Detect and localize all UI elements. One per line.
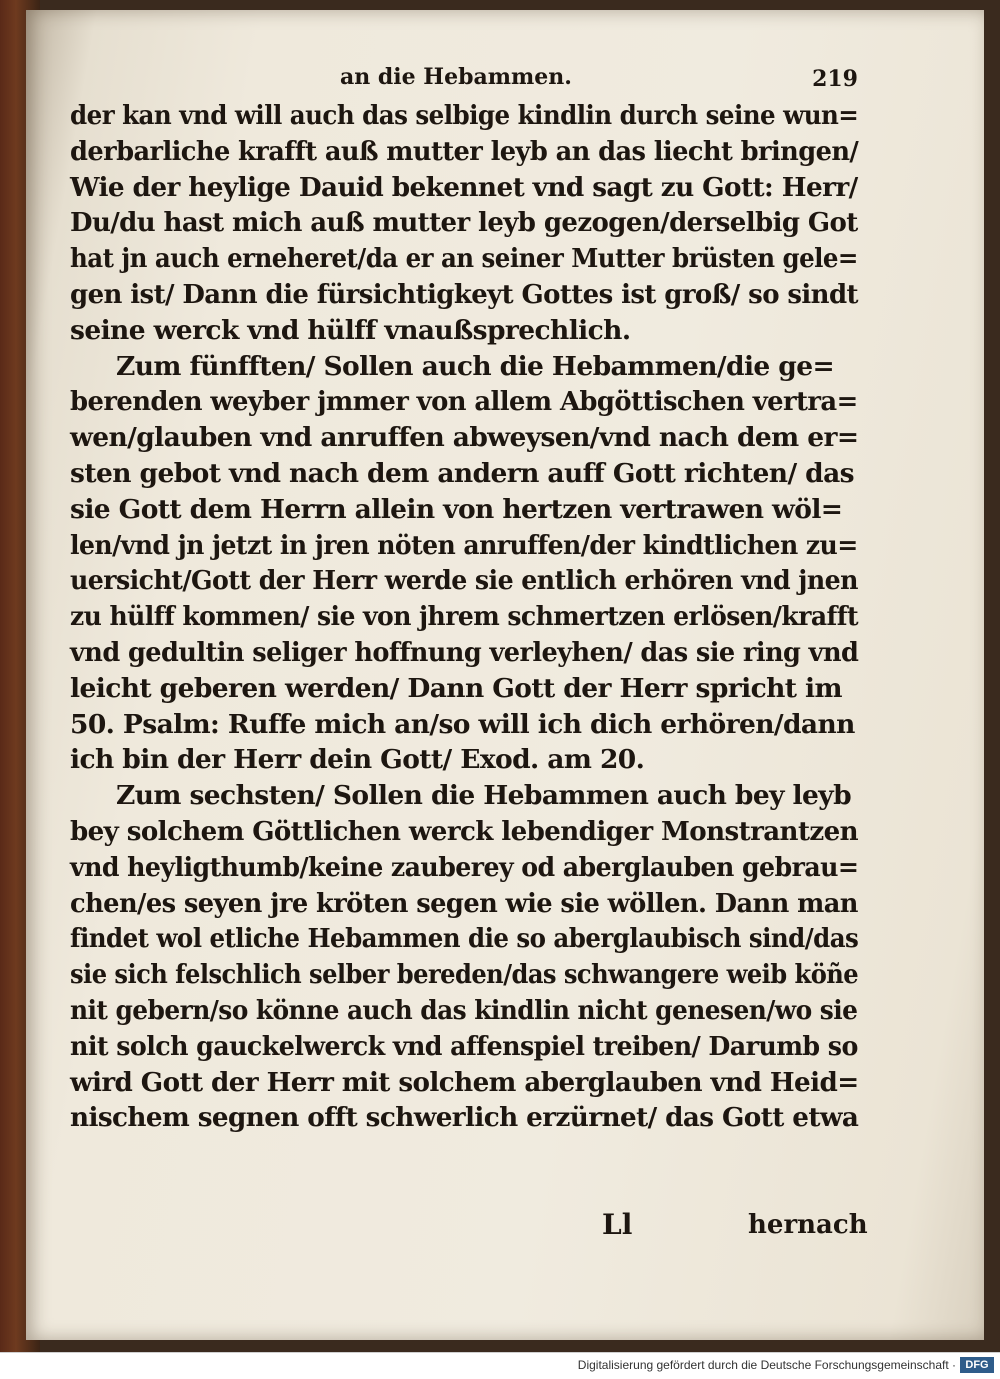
text-line: vnd gedultin seliger hoffnung verleyhen/ das sie ring vnd xyxy=(70,636,859,668)
text-line: leicht geberen werden/ Dann Gott der Herr spricht im xyxy=(70,672,842,704)
dfg-logo: DFG xyxy=(960,1357,994,1373)
text-line: sie sich felschlich selber bereden/das schwangere weib köñe xyxy=(70,959,859,991)
signature-mark: Ll xyxy=(602,1208,633,1241)
text-line: chen/es seyen jre kröten segen wie sie wöllen. Dann man xyxy=(70,887,858,919)
text-line: Du/du hast mich auß mutter leyb gezogen/derselbig Got xyxy=(70,207,858,239)
text-line: findet wol etliche Hebammen die so aberglaubisch sind/das xyxy=(70,923,859,955)
page-number: 219 xyxy=(812,66,858,92)
book-page xyxy=(26,10,984,1340)
running-head xyxy=(70,64,858,98)
text-line: bey solchem Göttlichen werck lebendiger Monstrantzen xyxy=(70,815,859,847)
text-line: sie Gott dem Herrn allein von hertzen vertrawen wöl= xyxy=(70,493,843,525)
text-line: zu hülff kommen/ sie von jhrem schmertzen erlösen/krafft xyxy=(70,601,858,633)
text-line: wen/glauben vnd anruffen abweysen/vnd nach dem er= xyxy=(70,422,859,454)
footer-bar xyxy=(0,1352,1000,1379)
text-line: derbarliche krafft auß mutter leyb an das liecht bringen/ xyxy=(70,135,859,167)
text-line: nit solch gauckelwerck vnd affenspiel treiben/ Darumb so xyxy=(70,1030,858,1062)
text-line: ich bin der Herr dein Gott/ Exod. am 20. xyxy=(70,744,645,776)
text-line: sten gebot vnd nach dem andern auff Gott richten/ das xyxy=(70,457,854,489)
text-line: nischem segnen offt schwerlich erzürnet/ das Gott etwa xyxy=(70,1102,859,1134)
running-head-title: an die Hebammen. xyxy=(340,64,572,90)
text-line: Zum sechsten/ Sollen die Hebammen auch bey leyb xyxy=(116,780,851,812)
text-line: uersicht/Gott der Herr werde sie entlich erhören vnd jnen xyxy=(70,565,858,597)
text-line: vnd heyligthumb/keine zauberey od aberglauben gebrau= xyxy=(70,851,859,883)
text-line: Wie der heylige Dauid bekennet vnd sagt zu Gott: Herr/ xyxy=(70,171,858,203)
text-line: wird Gott der Herr mit solchem aberglauben vnd Heid= xyxy=(70,1066,859,1098)
funding-credit: Digitalisierung gefördert durch die Deutsche Forschungsgemeinschaft · xyxy=(577,1358,956,1372)
text-line: len/vnd jn jetzt in jren nöten anruffen/der kindtlichen zu= xyxy=(70,529,858,561)
catchword: hernach xyxy=(748,1210,868,1240)
text-line: nit gebern/so könne auch das kindlin nicht genesen/wo sie xyxy=(70,994,858,1026)
text-line: Zum fünfften/ Sollen auch die Hebammen/die ge= xyxy=(116,350,835,382)
text-line: hat jn auch erneheret/da er an seiner Mutter brüsten gele= xyxy=(70,243,858,275)
text-line: der kan vnd will auch das selbige kindlin durch seine wun= xyxy=(70,100,859,131)
text-line: berenden weyber jmmer von allem Abgöttischen vertra= xyxy=(70,386,858,418)
page-text-block xyxy=(70,64,858,1136)
text-line: gen ist/ Dann die fürsichtigkeyt Gottes ist groß/ so sindt xyxy=(70,278,858,310)
text-line: seine werck vnd hülff vnaußsprechlich. xyxy=(70,314,631,346)
text-line: 50. Psalm: Ruffe mich an/so will ich dich erhören/dann xyxy=(70,708,855,740)
